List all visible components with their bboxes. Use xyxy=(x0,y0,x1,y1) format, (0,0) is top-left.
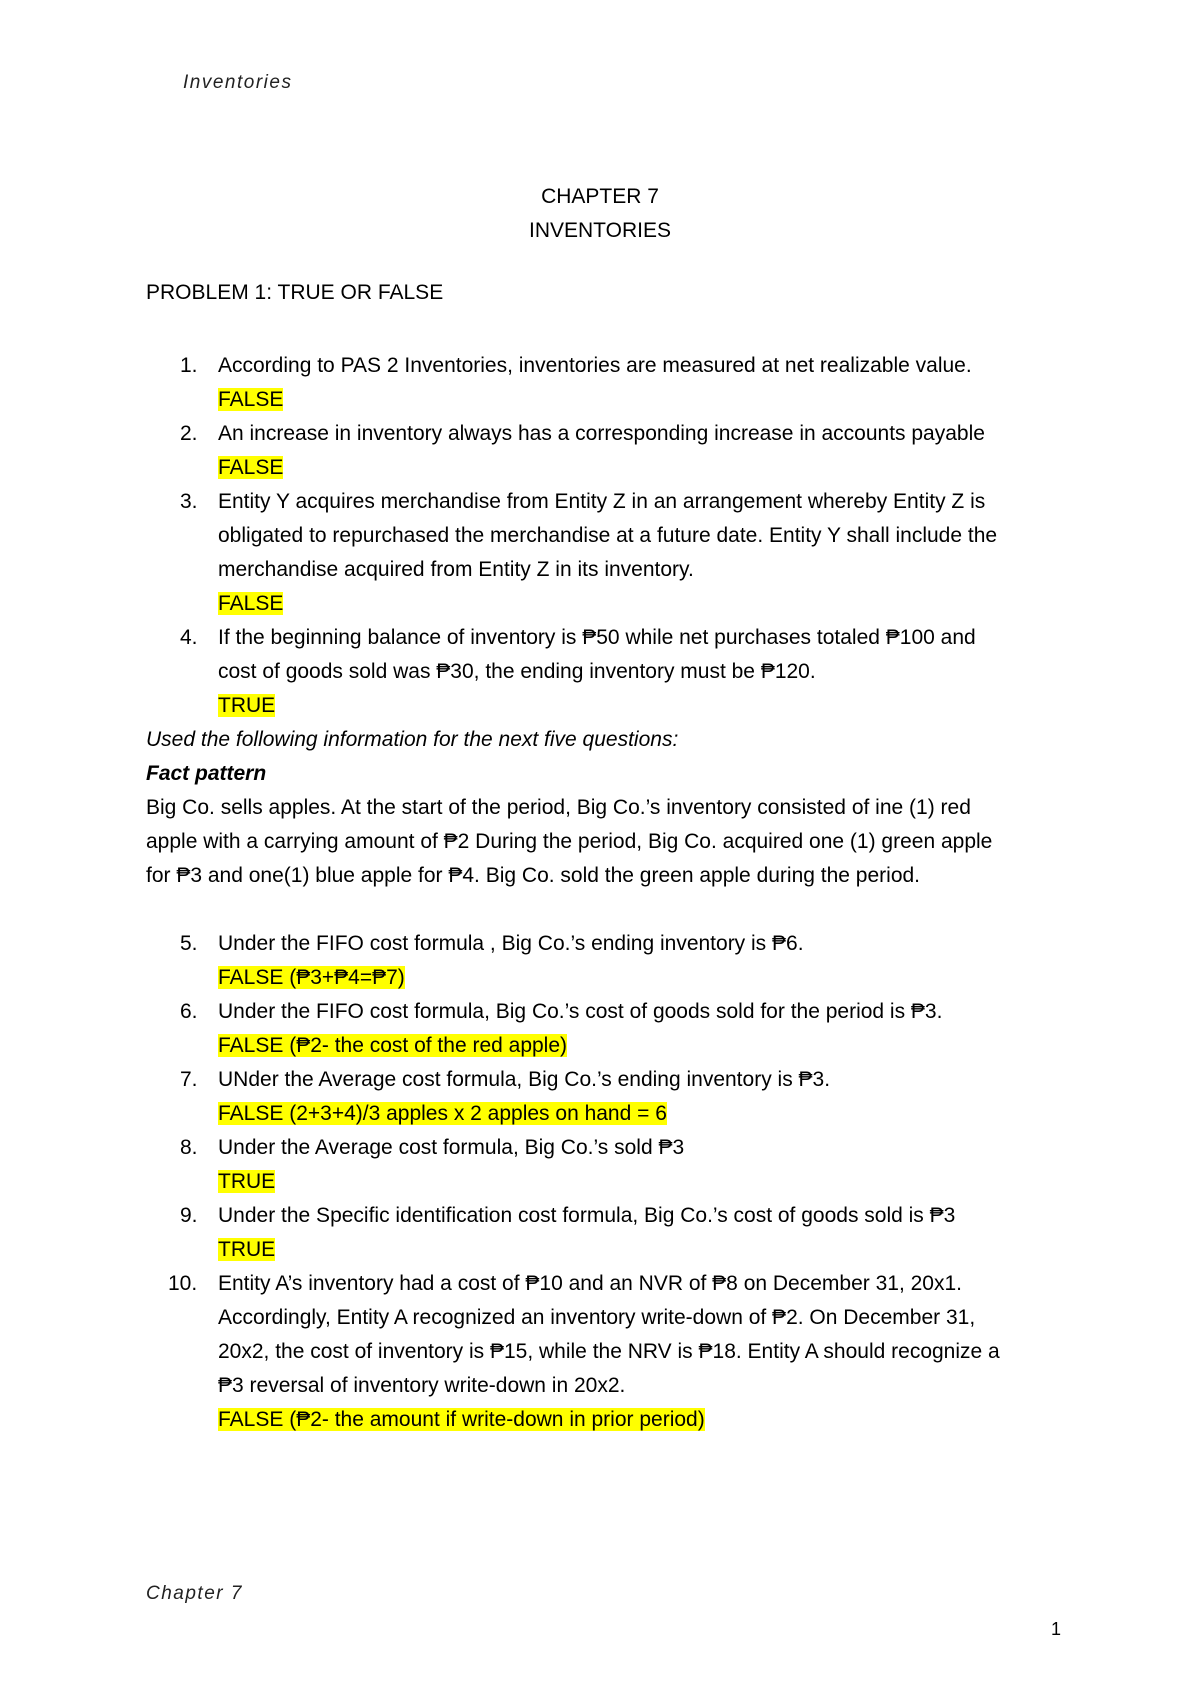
answer-highlight: FALSE xyxy=(218,456,284,479)
answer-highlight: TRUE xyxy=(218,1238,276,1261)
fact-pattern-text: Big Co. sells apples. At the start of the period, Big Co.’s inventory consisted of ine (1) red xyxy=(146,796,971,819)
question-text: ₱3 reversal of inventory write-down in 20x2. xyxy=(218,1374,626,1397)
answer-highlight: TRUE xyxy=(218,694,276,717)
question-item xyxy=(146,1063,1066,1131)
answer-highlight: FALSE (₱2- the cost of the red apple) xyxy=(218,1034,568,1057)
question-text: If the beginning balance of inventory is ₱50 while net purchases totaled ₱100 and xyxy=(218,626,976,649)
page-footer: Chapter 7 xyxy=(146,1583,243,1604)
question-list-part2 xyxy=(146,927,1066,1437)
fact-pattern-label: Fact pattern xyxy=(146,762,267,785)
question-number: 4. xyxy=(180,626,198,649)
spacer xyxy=(146,893,1066,927)
document-body xyxy=(146,349,1066,1437)
question-text: Under the Specific identification cost formula, Big Co.’s cost of goods sold is ₱3 xyxy=(218,1204,956,1227)
question-item xyxy=(146,485,1066,621)
question-item xyxy=(146,621,1066,723)
question-item xyxy=(146,927,1066,995)
question-text: Under the FIFO cost formula, Big Co.’s cost of goods sold for the period is ₱3. xyxy=(218,1000,943,1023)
question-item xyxy=(146,995,1066,1063)
question-number: 3. xyxy=(180,490,198,513)
answer-highlight: FALSE (₱3+₱4=₱7) xyxy=(218,966,405,989)
question-text: Accordingly, Entity A recognized an inventory write-down of ₱2. On December 31, xyxy=(218,1306,976,1329)
question-number: 9. xyxy=(180,1204,198,1227)
chapter-subject: INVENTORIES xyxy=(529,219,671,242)
question-item xyxy=(146,349,1066,417)
question-item xyxy=(146,1267,1066,1437)
question-text: 20x2, the cost of inventory is ₱15, while the NRV is ₱18. Entity A should recognize a xyxy=(218,1340,1000,1363)
question-number: 2. xyxy=(180,422,198,445)
question-number: 7. xyxy=(180,1068,198,1091)
question-text: According to PAS 2 Inventories, inventories are measured at net realizable value. xyxy=(218,354,972,377)
question-text: merchandise acquired from Entity Z in its inventory. xyxy=(218,558,694,581)
instruction-text: Used the following information for the next five questions: xyxy=(146,728,679,751)
page-header: Inventories xyxy=(183,72,293,93)
question-number: 5. xyxy=(180,932,198,955)
chapter-title: CHAPTER 7 xyxy=(541,185,659,208)
question-text: obligated to repurchased the merchandise at a future date. Entity Y shall include the xyxy=(218,524,998,547)
question-text: Entity Y acquires merchandise from Entity Z in an arrangement whereby Entity Z is xyxy=(218,490,986,513)
question-text: UNder the Average cost formula, Big Co.’s ending inventory is ₱3. xyxy=(218,1068,831,1091)
answer-highlight: FALSE (2+3+4)/3 apples x 2 apples on hand = 6 xyxy=(218,1102,667,1125)
question-number: 8. xyxy=(180,1136,198,1159)
question-number: 6. xyxy=(180,1000,198,1023)
answer-highlight: FALSE (₱2- the amount if write-down in prior period) xyxy=(218,1408,705,1431)
fact-pattern-text: for ₱3 and one(1) blue apple for ₱4. Big Co. sold the green apple during the period. xyxy=(146,864,921,887)
question-text: cost of goods sold was ₱30, the ending inventory must be ₱120. xyxy=(218,660,816,683)
answer-highlight: TRUE xyxy=(218,1170,276,1193)
question-text: Entity A’s inventory had a cost of ₱10 and an NVR of ₱8 on December 31, 20x1. xyxy=(218,1272,962,1295)
answer-highlight: FALSE xyxy=(218,592,284,615)
question-number: 10. xyxy=(168,1272,198,1295)
question-item xyxy=(146,1199,1066,1267)
chapter-title-block xyxy=(0,180,1200,248)
problem-title: PROBLEM 1: TRUE OR FALSE xyxy=(146,281,444,304)
question-text: Under the FIFO cost formula , Big Co.’s ending inventory is ₱6. xyxy=(218,932,804,955)
question-item xyxy=(146,417,1066,485)
question-text: Under the Average cost formula, Big Co.’s sold ₱3 xyxy=(218,1136,685,1159)
page-number: 1 xyxy=(1051,1619,1062,1639)
fact-pattern-text: apple with a carrying amount of ₱2 During the period, Big Co. acquired one (1) green apple xyxy=(146,830,993,853)
question-text: An increase in inventory always has a corresponding increase in accounts payable xyxy=(218,422,985,445)
question-item xyxy=(146,1131,1066,1199)
answer-highlight: FALSE xyxy=(218,388,284,411)
question-list-part1 xyxy=(146,349,1066,723)
question-number: 1. xyxy=(180,354,198,377)
